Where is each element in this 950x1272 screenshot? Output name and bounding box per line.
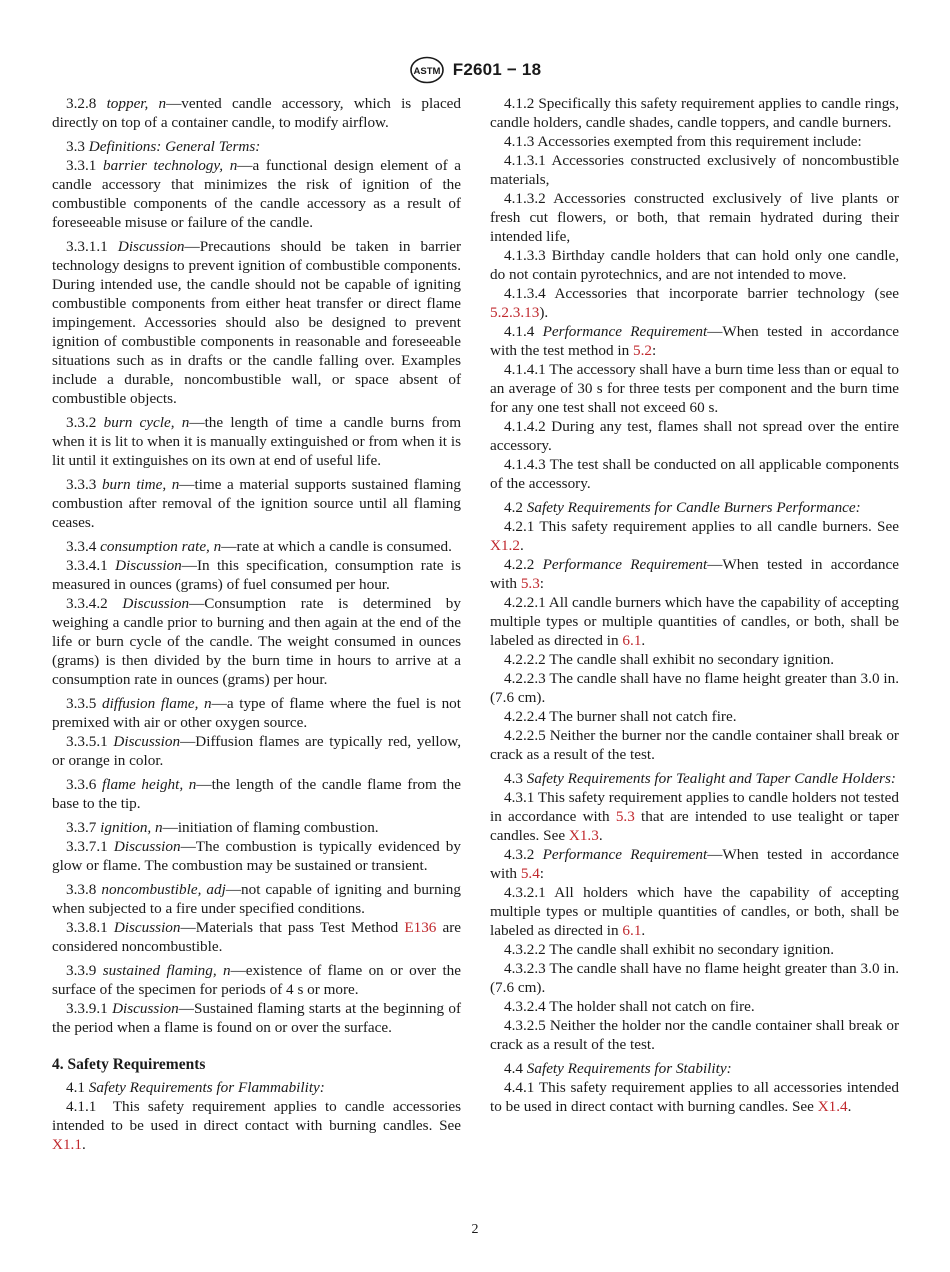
clause-4-1-2: 4.1.2 Specifically this safety requirement applies to candle rings, candle holders, candle shades, candle toppers, and candle burners. <box>490 95 899 131</box>
clause-4-1: 4.1 Safety Requirements for Flammability: <box>66 1079 325 1096</box>
clause-3-3-4: 3.3.4 consumption rate, n—rate at which a candle is consumed. <box>66 538 452 555</box>
clause-4-2-1: 4.2.1 This safety requirement applies to all candle burners. See X1.2. <box>490 518 899 554</box>
left-column <box>52 94 461 1154</box>
page-header <box>0 55 950 85</box>
clause-4-1-4-1: 4.1.4.1 The accessory shall have a burn time less than or equal to an average of 30 s for three tests per component and the burn time for any one test shall not exceed 60 s. <box>490 361 899 416</box>
clause-4-2-2-2: 4.2.2.2 The candle shall exhibit no secondary ignition. <box>504 651 834 668</box>
clause-4-3-1: 4.3.1 This safety requirement applies to candle holders not tested in accordance with 5.3 that are intended to use tealight or taper candles. See X1.3. <box>490 789 899 844</box>
clause-4-3-2-4: 4.3.2.4 The holder shall not catch on fire. <box>504 998 755 1015</box>
clause-4-3-2-2: 4.3.2.2 The candle shall exhibit no secondary ignition. <box>504 941 834 958</box>
ref-link-5-2-3-13[interactable]: 5.2.3.13 <box>490 304 540 321</box>
section-4-heading: 4. Safety Requirements <box>52 1056 206 1073</box>
clause-4-2-2-4: 4.2.2.4 The burner shall not catch fire. <box>504 708 737 725</box>
clause-4-1-3-3: 4.1.3.3 Birthday candle holders that can hold only one candle, do not contain pyrotechnics, and are not intended to move. <box>490 247 899 283</box>
clause-3-3-4-2: 3.3.4.2 Discussion—Consumption rate is determined by weighing a candle prior to burning and then again at the end of the life or burn cycle of the candle. The weight consumed in ounces (grams) is then divided by the burn time in hours to arrive at a consumption rate in ounces (grams) per hour. <box>52 595 461 688</box>
clause-4-3-2-3: 4.3.2.3 The candle shall have no flame height greater than 3.0 in. (7.6 cm). <box>490 960 899 996</box>
page-number: 2 <box>471 1222 479 1237</box>
clause-3-3-5: 3.3.5 diffusion flame, n—a type of flame where the fuel is not premixed with air or other oxygen source. <box>52 695 461 731</box>
clause-3-3-9-1: 3.3.9.1 Discussion—Sustained flaming starts at the beginning of the period when a flame is found on or over the surface. <box>52 1000 462 1036</box>
clause-3-3-1: 3.3.1 barrier technology, n—a functional design element of a candle accessory that minimizes the risk of ignition of the combustible components of the candle accessory as a result of foreseeable misuse or failure of the candle. <box>52 157 461 231</box>
clause-4-4-1: 4.4.1 This safety requirement applies to all accessories intended to be used in direct contact with burning candles. See X1.4. <box>490 1079 899 1115</box>
clause-3-3-8: 3.3.8 noncombustible, adj—not capable of igniting and burning when subjected to a fire under specified conditions. <box>52 881 461 917</box>
clause-4-2-2-5: 4.2.2.5 Neither the burner nor the candle container shall break or crack as a result of the test. <box>490 727 899 763</box>
svg-text:ASTM: ASTM <box>413 66 441 77</box>
clause-3-3-8-1: 3.3.8.1 Discussion—Materials that pass Test Method E136 are considered noncombustible. <box>52 919 462 955</box>
clause-4-1-3-2: 4.1.3.2 Accessories constructed exclusively of live plants or fresh cut flowers, or both, that remain hydrated during their intended life, <box>490 190 899 245</box>
clause-4-2-2-3: 4.2.2.3 The candle shall have no flame height greater than 3.0 in. (7.6 cm). <box>490 670 899 706</box>
clause-3-3-9: 3.3.9 sustained flaming, n—existence of flame on or over the surface of the specimen for periods of 4 s or more. <box>52 962 461 998</box>
clause-4-1-3: 4.1.3 Accessories exempted from this requirement include: <box>504 133 862 150</box>
ref-link-6-1[interactable]: 6.1 <box>622 922 642 939</box>
clause-3-3-6: 3.3.6 flame height, n—the length of the candle flame from the base to the tip. <box>52 776 462 812</box>
astm-logo-icon <box>409 56 445 84</box>
clause-4-2-2: 4.2.2 Performance Requirement—When tested in accordance with 5.3: <box>490 556 899 592</box>
clause-3-3-2: 3.3.2 burn cycle, n—the length of time a candle burns from when it is lit to when it is manually extinguished or from when it is lit until it extinguishes on its own at end of useful life. <box>52 414 462 469</box>
clause-3-3: 3.3 Definitions: General Terms: <box>66 138 261 155</box>
ref-link-x1-3[interactable]: X1.3 <box>568 827 599 844</box>
clause-4-1-4: 4.1.4 Performance Requirement—When tested in accordance with the test method in 5.2: <box>490 323 899 359</box>
ref-link-x1-4[interactable]: X1.4 <box>817 1098 848 1115</box>
clause-4-2-2-1: 4.2.2.1 All candle burners which have the capability of accepting multiple types or multiple quantities of candles, or both, shall be labeled as directed in 6.1. <box>490 594 899 649</box>
ref-link-5-4[interactable]: 5.4 <box>520 865 540 882</box>
ref-link-5-2[interactable]: 5.2 <box>633 342 652 359</box>
clause-4-3-2: 4.3.2 Performance Requirement—When tested in accordance with 5.4: <box>490 846 899 882</box>
clause-4-3: 4.3 Safety Requirements for Tealight and Taper Candle Holders: <box>504 770 896 787</box>
clause-4-1-3-4: 4.1.3.4 Accessories that incorporate barrier technology (see 5.2.3.13). <box>490 285 899 321</box>
clause-3-3-7-1: 3.3.7.1 Discussion—The combustion is typically evidenced by glow or flame. The combustion may be sustained or transient. <box>52 838 461 874</box>
clause-4-4: 4.4 Safety Requirements for Stability: <box>504 1060 732 1077</box>
right-column <box>490 94 899 1116</box>
ref-link-5-3[interactable]: 5.3 <box>520 575 540 592</box>
clause-4-3-2-5: 4.3.2.5 Neither the holder nor the candle container shall break or crack as a result of the test. <box>490 1017 900 1053</box>
ref-link-6-1[interactable]: 6.1 <box>622 632 642 649</box>
ref-link-x1-1[interactable]: X1.1 <box>52 1136 82 1153</box>
clause-3-3-1-1: 3.3.1.1 Discussion—Precautions should be taken in barrier technology designs to prevent ignition of combustible components. During intended use, the candle should not be capable of igniting combustible components from either heat transfer or direct flame impingement. Accessories should also be designed to prevent ignition of combustible components in reasonable and foreseeable situations such as in drafts or the candle falling over. Examples include a durable, noncombustible wall, or space absent of combustible objects. <box>52 238 462 407</box>
clause-4-1-3-1: 4.1.3.1 Accessories constructed exclusively of noncombustible materials, <box>490 152 899 188</box>
clause-3-3-4-1: 3.3.4.1 Discussion—In this specification, consumption rate is measured in ounces (grams) of fuel consumed per hour. <box>52 557 461 593</box>
clause-3-3-3: 3.3.3 burn time, n—time a material supports sustained flaming combustion after removal of the ignition source until all flaming ceases. <box>52 476 461 531</box>
ref-link-e136[interactable]: E136 <box>404 919 437 936</box>
document-designation: F2601 − 18 <box>452 60 542 79</box>
clause-4-1-4-3: 4.1.4.3 The test shall be conducted on all applicable components of the accessory. <box>490 456 899 492</box>
clause-4-2: 4.2 Safety Requirements for Candle Burners Performance: <box>504 499 861 516</box>
clause-3-3-7: 3.3.7 ignition, n—initiation of flaming combustion. <box>66 819 379 836</box>
clause-4-3-2-1: 4.3.2.1 All holders which have the capability of accepting multiple types or multiple quantities of candles, or both, shall be labeled as directed in 6.1. <box>490 884 899 939</box>
ref-link-x1-2[interactable]: X1.2 <box>490 537 520 554</box>
clause-4-1-4-2: 4.1.4.2 During any test, flames shall not spread over the entire accessory. <box>490 418 900 454</box>
ref-link-5-3[interactable]: 5.3 <box>615 808 635 825</box>
clause-3-2-8: 3.2.8 topper, n—vented candle accessory, which is placed directly on top of a container candle, to modify airflow. <box>52 95 462 131</box>
clause-4-1-1: 4.1.1 This safety requirement applies to candle accessories intended to be used in direct contact with burning candles. See X1.1. <box>52 1098 462 1153</box>
clause-3-3-5-1: 3.3.5.1 Discussion—Diffusion flames are typically red, yellow, or orange in color. <box>52 733 461 769</box>
